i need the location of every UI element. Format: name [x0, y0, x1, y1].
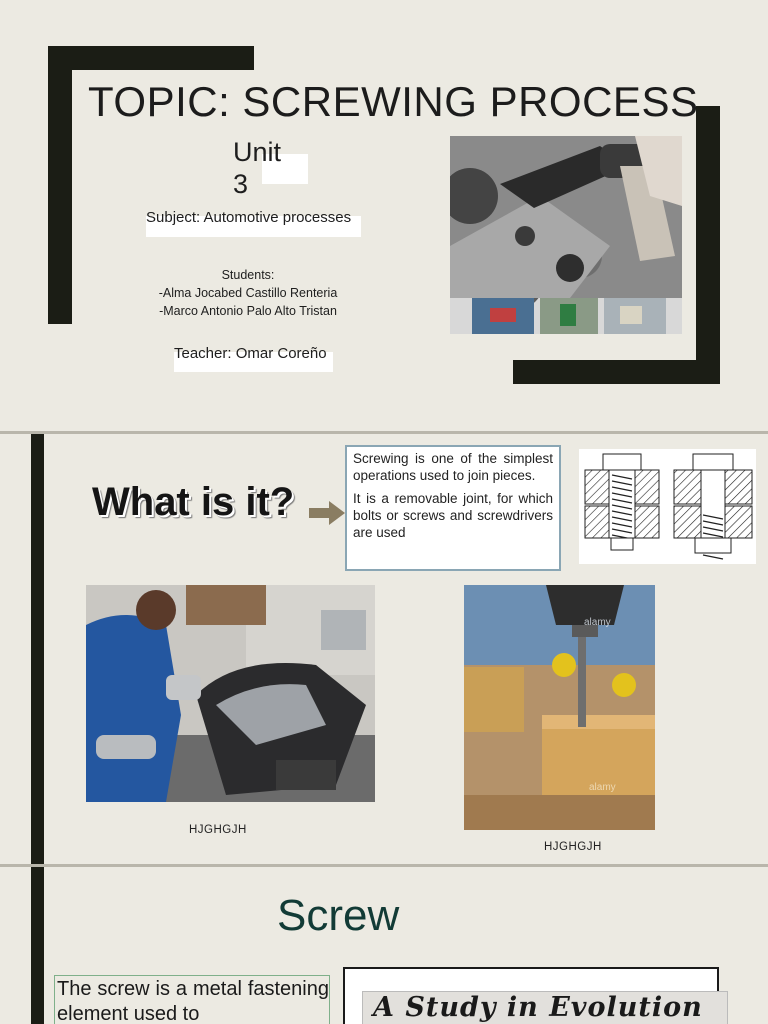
corner-bar-bottom — [513, 360, 720, 384]
watermark-text: alamy — [589, 782, 616, 793]
photo-caption-left: HJGHGJH — [189, 824, 247, 836]
unit-label: Unit 3 — [233, 137, 282, 199]
what-is-it-heading: What is it? — [92, 480, 295, 524]
slide-title — [0, 0, 768, 431]
corner-bar-right — [696, 106, 720, 384]
definition-text: It is a removable joint, for which bolts or screws and screwdrivers are used — [353, 491, 553, 540]
student-name: -Alma Jocabed Castillo Renteria — [158, 286, 338, 300]
subject-label: Subject: Automotive processes — [146, 209, 352, 226]
photo-caption-right: HJGHGJH — [544, 841, 602, 853]
student-name: -Marco Antonio Palo Alto Tristan — [159, 304, 337, 318]
slide-what-is-it — [0, 434, 768, 864]
corner-bar-left — [48, 46, 72, 324]
watermark-text: alamy — [584, 617, 611, 628]
teacher-label: Teacher: Omar Coreño — [174, 345, 327, 362]
bolt-joint-diagram — [579, 449, 756, 564]
definition-text: Screwing is one of the simplest operations used to join pieces. — [353, 451, 553, 483]
arrow-right-icon — [309, 501, 345, 525]
screw-description: The screw is a metal fastening element used to — [54, 975, 330, 1024]
book-cover-image — [343, 967, 719, 1024]
book-title: A Study in Evolution — [362, 991, 728, 1024]
students-label: Students: — [221, 268, 275, 282]
left-accent-bar — [31, 434, 44, 864]
corner-bar-top — [48, 46, 254, 70]
drilling-wood-photo — [464, 585, 655, 830]
page-title: TOPIC: SCREWING PROCESS — [88, 78, 699, 125]
students-block — [148, 266, 348, 320]
screw-heading: Screw — [277, 891, 400, 940]
worker-assembling-photo — [86, 585, 375, 802]
left-accent-bar — [31, 867, 44, 1024]
drill-photo-collage — [450, 136, 682, 334]
definition-box — [345, 445, 561, 571]
slide-screw — [0, 867, 768, 1024]
